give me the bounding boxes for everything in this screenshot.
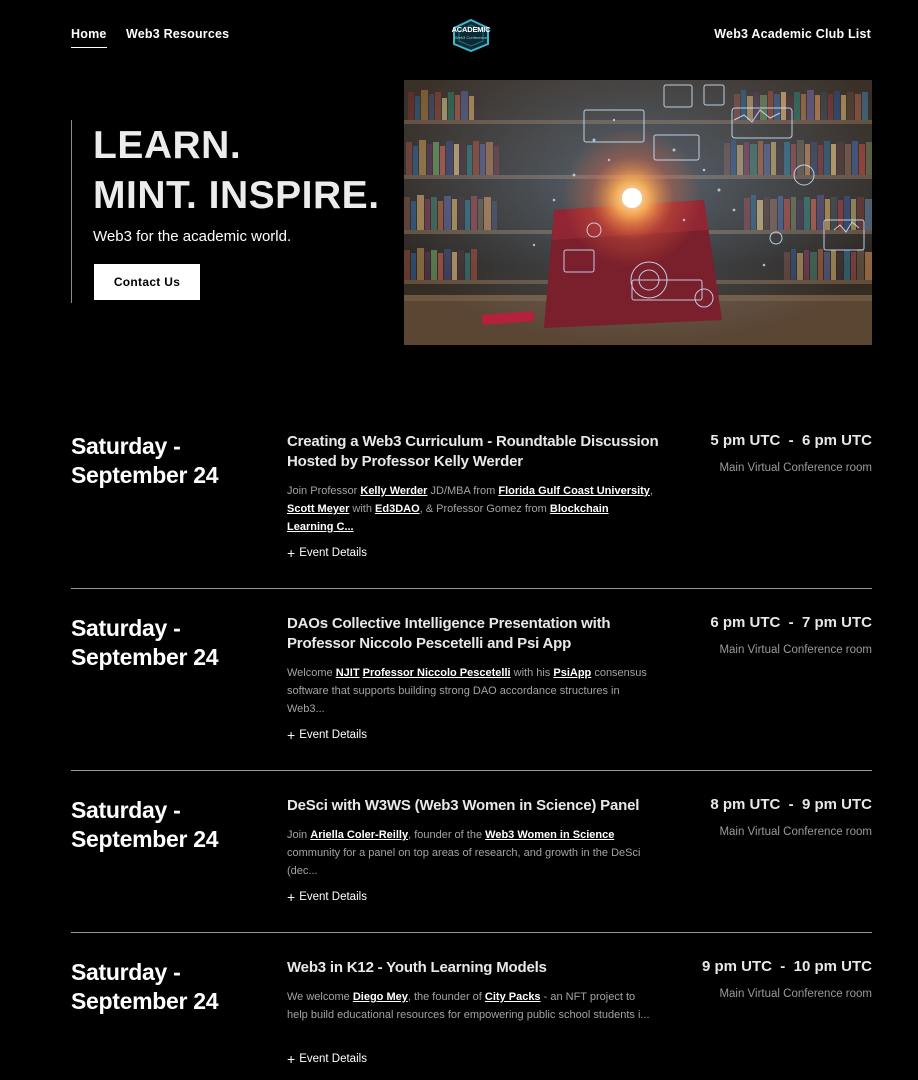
desc-text: We welcome — [287, 991, 353, 1003]
event-description — [287, 826, 657, 880]
event-room: Main Virtual Conference room — [719, 462, 872, 474]
nav-web3-resources-link[interactable]: Web3 Resources — [126, 27, 230, 41]
hero-image-laptop-library — [404, 80, 872, 345]
desc-text: Join Professor — [287, 485, 361, 497]
event-title: DAOs Collective Intelligence Presentation with Professor Niccolo Pescetelli and Psi App — [287, 615, 611, 652]
event-time: 6 pm UTC - 7 pm UTC — [710, 614, 872, 631]
desc-link[interactable]: Ed3DAO — [375, 503, 420, 515]
event-date-month: September 24 — [71, 988, 219, 1014]
event-details-toggle[interactable] — [287, 728, 367, 742]
desc-text: , the founder of — [407, 991, 485, 1003]
desc-text: , — [649, 485, 653, 497]
event-description — [287, 482, 657, 536]
event-date-day: Saturday - — [71, 797, 181, 823]
event-description — [287, 664, 657, 718]
event-title: Web3 in K12 - Youth Learning Models — [287, 959, 547, 976]
event-item — [71, 614, 872, 754]
hero-subtitle: Web3 for the academic world. — [93, 228, 292, 245]
desc-text: Join — [287, 829, 311, 841]
desc-text: , founder of the — [408, 829, 486, 841]
event-details-toggle[interactable] — [287, 546, 367, 560]
desc-text: JD/MBA from — [427, 485, 499, 497]
hero-accent-bar — [71, 120, 72, 303]
event-item — [71, 432, 872, 572]
event-date — [71, 796, 218, 854]
academic-logo[interactable] — [446, 18, 496, 52]
desc-link[interactable]: Web3 Women in Science — [485, 829, 615, 841]
desc-text: with — [349, 503, 376, 515]
plus-icon: + — [287, 1051, 296, 1067]
event-date-day: Saturday - — [71, 433, 181, 459]
event-time: 9 pm UTC - 10 pm UTC — [701, 958, 872, 975]
desc-link[interactable]: PsiApp — [553, 667, 592, 679]
desc-link[interactable]: Professor Niccolo Pescetelli — [362, 667, 511, 679]
plus-icon: + — [287, 727, 296, 743]
event-divider — [71, 770, 872, 771]
event-divider — [71, 588, 872, 589]
hero-headline-line-1: LEARN. — [93, 124, 242, 167]
event-title: DeSci with W3WS (Web3 Women in Science) Panel — [287, 797, 640, 814]
event-details-toggle[interactable] — [287, 1052, 367, 1066]
event-time: 8 pm UTC - 9 pm UTC — [710, 796, 872, 813]
desc-text: community for a panel on top areas of research, and growth in the DeSci (dec... — [287, 847, 641, 877]
event-item — [71, 796, 872, 916]
event-description — [287, 988, 657, 1024]
desc-text: with his — [510, 667, 554, 679]
event-date-month: September 24 — [71, 644, 219, 670]
logo-wordmark: ACADEMIC — [451, 25, 491, 34]
event-details-toggle[interactable] — [287, 890, 367, 904]
contact-us-button[interactable]: Contact Us — [94, 264, 200, 300]
desc-text: - an NFT project to help build educational resources for empowering public school students i... — [287, 991, 650, 1021]
event-date — [71, 432, 218, 490]
desc-text: Welcome — [287, 667, 336, 679]
event-details-label: Event Details — [299, 891, 367, 903]
plus-icon: + — [287, 545, 296, 561]
event-title: Creating a Web3 Curriculum - Roundtable Discussion Hosted by Professor Kelly Werder — [287, 433, 659, 470]
desc-link[interactable]: Scott Meyer — [287, 503, 350, 515]
event-date — [71, 958, 218, 1016]
desc-link[interactable]: Blockchain Learning C... — [287, 503, 609, 533]
desc-text: , & Professor Gomez from — [419, 503, 550, 515]
event-details-label: Event Details — [299, 547, 367, 559]
desc-link[interactable]: Florida Gulf Coast University — [498, 485, 650, 497]
event-divider — [71, 932, 872, 933]
plus-icon: + — [287, 889, 296, 905]
top-navigation — [0, 0, 918, 60]
event-date-day: Saturday - — [71, 959, 181, 985]
logo-subtitle: Web3 Conference — [454, 35, 488, 40]
nav-club-list-link[interactable]: Web3 Academic Club List — [714, 27, 871, 41]
hero-headline-line-2: MINT. INSPIRE. — [93, 174, 380, 217]
event-room: Main Virtual Conference room — [719, 644, 872, 656]
event-date-day: Saturday - — [71, 615, 181, 641]
event-room: Main Virtual Conference room — [719, 988, 872, 1000]
desc-link[interactable]: NJIT — [335, 667, 360, 679]
desc-link[interactable]: Diego Mey — [352, 991, 408, 1003]
desc-link[interactable]: Ariella Coler-Reilly — [310, 829, 409, 841]
desc-link[interactable]: Kelly Werder — [360, 485, 428, 497]
nav-home-link[interactable]: Home — [71, 27, 107, 48]
event-date-month: September 24 — [71, 462, 219, 488]
desc-text: consensus software that supports building strong DAO accordance structures in Web3... — [287, 667, 647, 715]
event-room: Main Virtual Conference room — [719, 826, 872, 838]
event-details-label: Event Details — [299, 1053, 367, 1065]
desc-link[interactable]: City Packs — [484, 991, 541, 1003]
event-date — [71, 614, 218, 672]
event-time: 5 pm UTC - 6 pm UTC — [710, 432, 872, 449]
event-item — [71, 958, 872, 1078]
event-details-label: Event Details — [299, 729, 367, 741]
event-date-month: September 24 — [71, 826, 219, 852]
